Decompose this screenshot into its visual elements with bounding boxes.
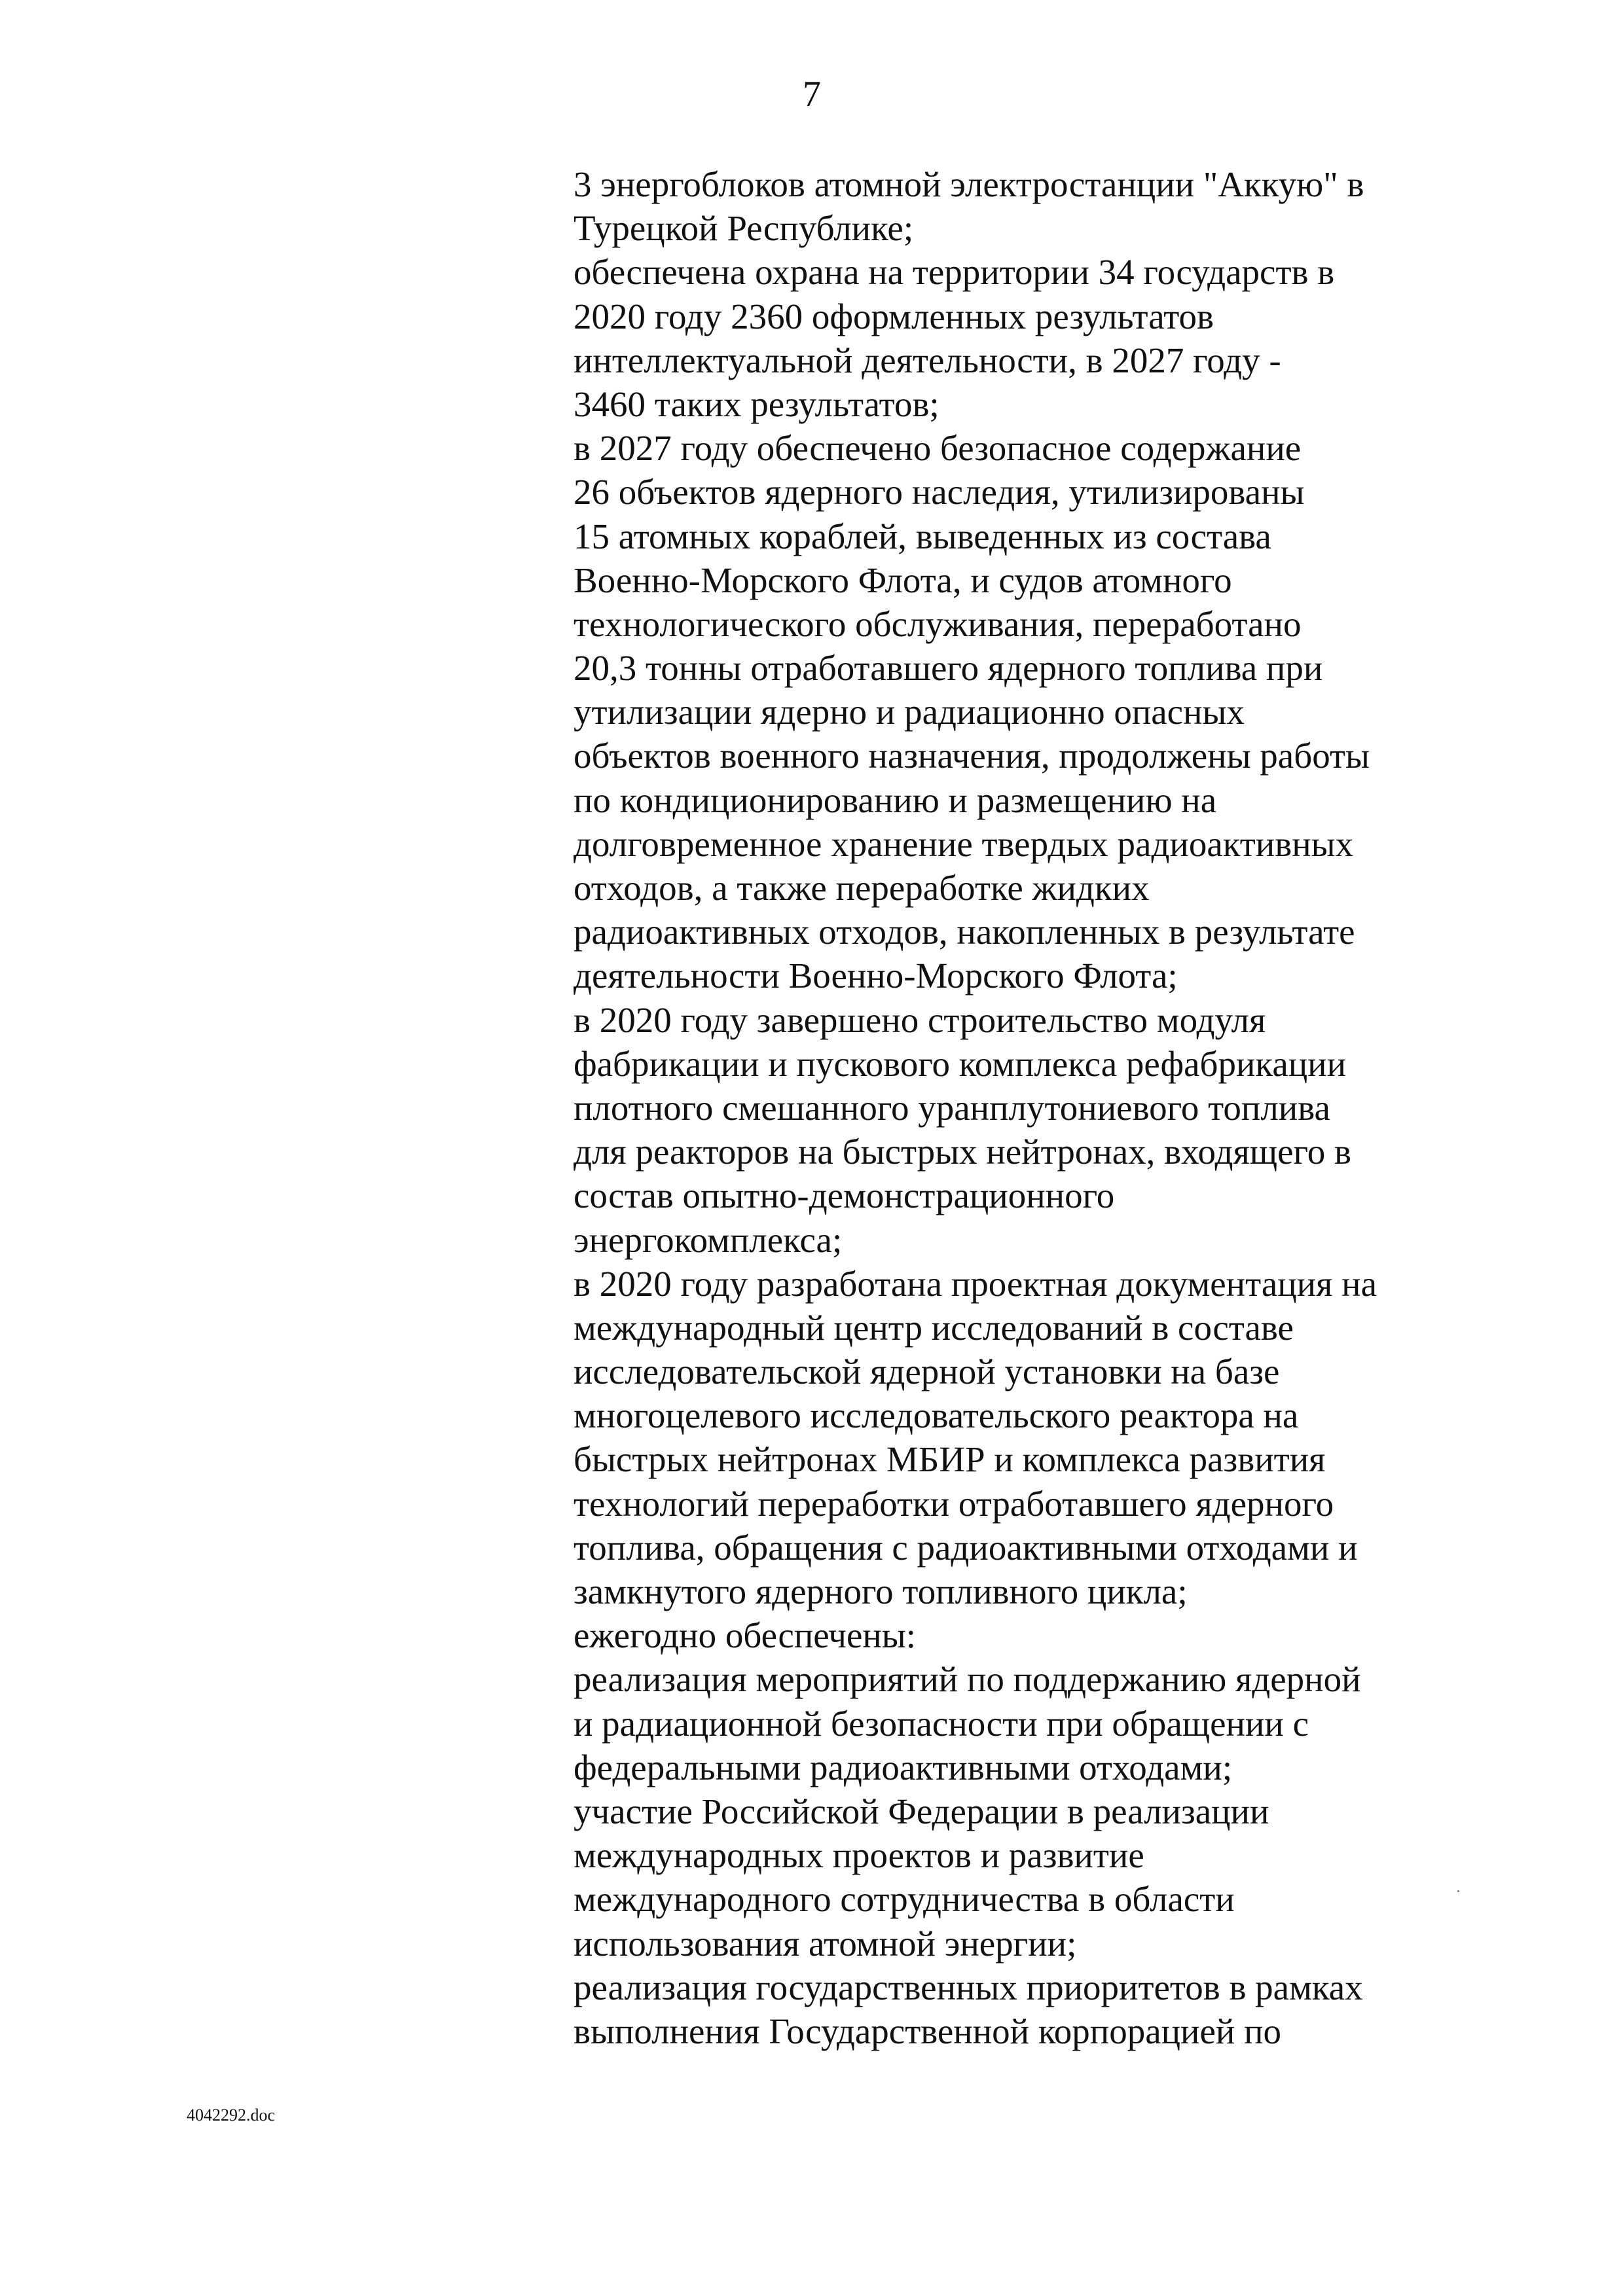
text-line: 15 атомных кораблей, выведенных из состава bbox=[574, 516, 1271, 556]
text-line: обеспечена охрана на территории 34 государств в bbox=[574, 252, 1335, 293]
text-line: исследовательской ядерной установки на базе bbox=[574, 1352, 1280, 1392]
text-line: 20,3 тонны отработавшего ядерного топлива при bbox=[574, 648, 1323, 689]
text-line: 2020 году 2360 оформленных результатов bbox=[574, 296, 1214, 336]
text-line: ежегодно обеспечены: bbox=[574, 1615, 917, 1656]
text-line: для реакторов на быстрых нейтронах, входящего в bbox=[574, 1132, 1351, 1172]
text-line: фабрикации и пускового комплекса рефабрикации bbox=[574, 1043, 1347, 1084]
text-line: Турецкой Республике; bbox=[574, 208, 914, 249]
text-line: в 2020 году завершено строительство модуля bbox=[574, 999, 1266, 1040]
text-line: 3 энергоблоков атомной электростанции "Аккую" в bbox=[574, 164, 1364, 204]
text-line: утилизации ядерно и радиационно опасных bbox=[574, 692, 1245, 732]
text-line: реализация мероприятий по поддержанию ядерной bbox=[574, 1659, 1361, 1700]
text-line: международный центр исследований в составе bbox=[574, 1307, 1294, 1348]
text-line: 26 объектов ядерного наследия, утилизированы bbox=[574, 472, 1305, 512]
text-line: в 2027 году обеспечено безопасное содержание bbox=[574, 428, 1302, 469]
text-line: по кондиционированию и размещению на bbox=[574, 780, 1217, 820]
text-line: замкнутого ядерного топливного цикла; bbox=[574, 1571, 1188, 1611]
text-line: использования атомной энергии; bbox=[574, 1923, 1077, 1964]
text-line: участие Российской Федерации в реализации bbox=[574, 1791, 1269, 1831]
text-line: деятельности Военно-Морского Флота; bbox=[574, 956, 1178, 996]
text-line: выполнения Государственной корпорацией по bbox=[574, 2011, 1282, 2051]
body-text bbox=[574, 162, 1516, 2053]
text-line: международных проектов и развитие bbox=[574, 1835, 1144, 1876]
text-line: топлива, обращения с радиоактивными отходами и bbox=[574, 1527, 1358, 1568]
text-line: реализация государственных приоритетов в рамках bbox=[574, 1967, 1363, 2007]
text-line: технологического обслуживания, переработано bbox=[574, 603, 1302, 644]
text-line: интеллектуальной деятельности, в 2027 году - bbox=[574, 340, 1281, 380]
text-line: радиоактивных отходов, накопленных в результате bbox=[574, 912, 1355, 952]
text-line: объектов военного назначения, продолжены работы bbox=[574, 736, 1370, 776]
page-number: 7 bbox=[803, 74, 821, 115]
text-line: плотного смешанного уранплутониевого топлива bbox=[574, 1087, 1330, 1128]
scan-speck bbox=[1457, 1890, 1459, 1892]
text-line: энергокомплекса; bbox=[574, 1219, 843, 1260]
text-line: международного сотрудничества в области bbox=[574, 1879, 1235, 1920]
text-line: и радиационной безопасности при обращении с bbox=[574, 1703, 1309, 1744]
text-line: 3460 таких результатов; bbox=[574, 384, 939, 424]
text-line: отходов, а также переработке жидких bbox=[574, 868, 1150, 908]
text-line: состав опытно-демонстрационного bbox=[574, 1175, 1115, 1216]
document-filename: 4042292.doc bbox=[187, 2106, 276, 2125]
text-line: быстрых нейтронах МБИР и комплекса развития bbox=[574, 1439, 1326, 1480]
text-line: федеральными радиоактивными отходами; bbox=[574, 1747, 1233, 1787]
text-line: Военно-Морского Флота, и судов атомного bbox=[574, 560, 1232, 600]
text-line: многоцелевого исследовательского реактора на bbox=[574, 1395, 1299, 1436]
text-line: технологий переработки отработавшего ядерного bbox=[574, 1483, 1334, 1524]
text-line: в 2020 году разработана проектная документация на bbox=[574, 1263, 1377, 1304]
text-line: долговременное хранение твердых радиоактивных bbox=[574, 823, 1354, 864]
